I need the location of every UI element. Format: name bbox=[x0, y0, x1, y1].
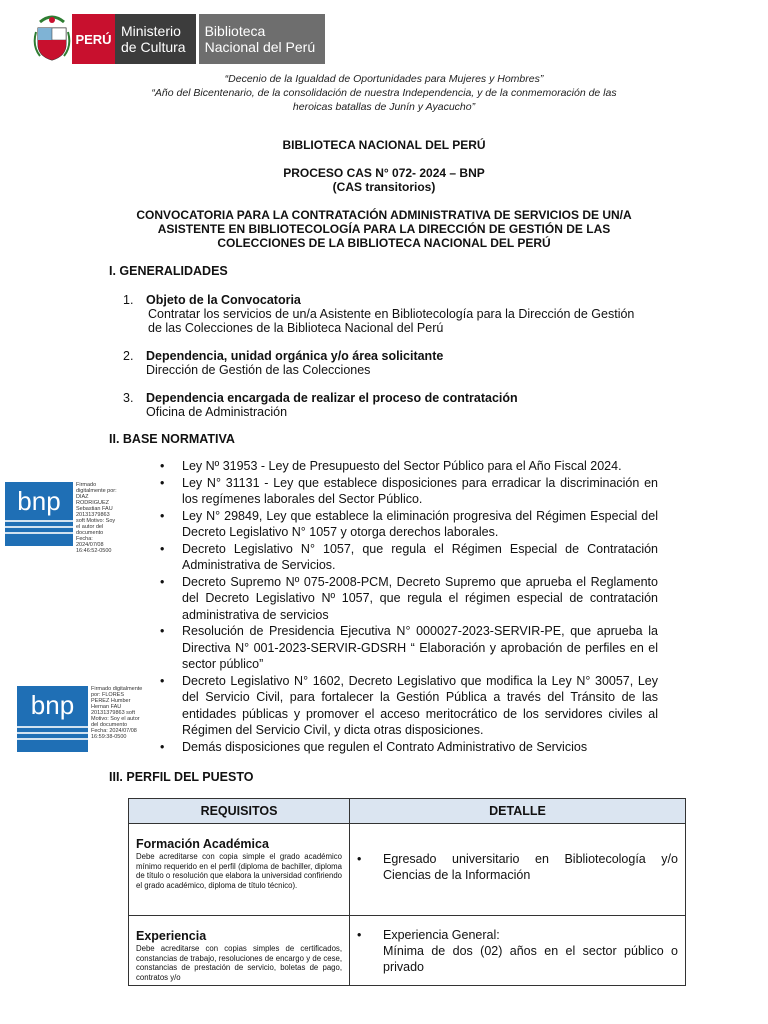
item-title: Dependencia encargada de realizar el proceso de contratación bbox=[146, 391, 518, 405]
signature-text: Firmado digitalmente por: DIAZ RODRIGUEZ Sebastian FAU 20131379863 soft Motivo: Soy el autor del documento Fecha: 2024/07/08 16:46:52-0500 bbox=[76, 482, 117, 554]
digital-signature bbox=[17, 686, 143, 752]
peru-logo: PERÚ bbox=[72, 14, 115, 64]
motto-line1: “Decenio de la Igualdad de Oportunidades para Mujeres y Hombres” bbox=[224, 73, 544, 85]
bnp-logo bbox=[17, 686, 88, 752]
list-item: • Ley Nº 31953 - Ley de Presupuesto del Sector Público para el Año Fiscal 2024. bbox=[160, 458, 658, 475]
item-text: Dirección de Gestión de las Colecciones bbox=[146, 363, 371, 377]
column-header-requisitos: REQUISITOS bbox=[129, 799, 350, 824]
item-number: 3. bbox=[123, 391, 134, 405]
item-title: Dependencia, unidad orgánica y/o área solicitante bbox=[146, 349, 444, 363]
library-logo bbox=[199, 14, 326, 64]
requirement-cell bbox=[129, 824, 350, 916]
motto-line3: heroicas batallas de Junín y Ayacucho” bbox=[292, 101, 476, 113]
process-subtitle: (CAS transitorios) bbox=[332, 180, 436, 194]
item-text: de las Colecciones de la Biblioteca Nacional del Perú bbox=[148, 321, 444, 335]
convocatoria-line1: CONVOCATORIA PARA LA CONTRATACIÓN ADMINISTRATIVA DE SERVICIOS DE UN/A bbox=[136, 208, 632, 222]
bnp-logo-text: bnp bbox=[17, 486, 61, 516]
digital-signature bbox=[5, 482, 118, 554]
item-title: Objeto de la Convocatoria bbox=[146, 293, 301, 307]
requirement-title: Experiencia bbox=[136, 929, 207, 943]
bnp-logo bbox=[5, 482, 73, 546]
requirement-note: Debe acreditarse con copias simples de certificados, constancias de trabajo, resoluciones de encargo y de cese, constancias de prestación de servicio, boletas de pago, contratos y/o bbox=[136, 944, 342, 982]
coat-of-arms-icon bbox=[32, 14, 72, 64]
table-row bbox=[129, 916, 686, 986]
item-text: Contratar los servicios de un/a Asistente en Bibliotecología para la Dirección de Gestión bbox=[148, 307, 635, 321]
list-item: • Decreto Legislativo N° 1057, que regula el Régimen Especial de Contratación Administrativa de Servicios. bbox=[160, 541, 658, 574]
ministry-logo bbox=[115, 14, 196, 64]
requirement-note: Debe acreditarse con copia simple el grado académico mínimo requerido en el perfil (diploma de bachiller, diploma de título o resolución que elabora la universidad confiriendo el grado académico, diploma de título técnico). bbox=[136, 852, 342, 890]
section-perfil-puesto: III. PERFIL DEL PUESTO bbox=[109, 770, 254, 784]
process-title: PROCESO CAS N° 072- 2024 – BNP bbox=[283, 166, 485, 180]
detail-line: • Experiencia General: bbox=[383, 928, 500, 942]
base-normativa-list bbox=[160, 458, 658, 755]
detail-line: Mínima de dos (02) años en el sector público o privado bbox=[383, 944, 678, 974]
signature-text: Firmado digitalmente por: FLORES PEREZ Humber Hernan FAU 20131379863 soft Motivo: Soy el autor del documento Fecha: 2024/07/08 16:59:38-0500 bbox=[91, 686, 143, 740]
list-item: • Ley N° 29849, Ley que establece la eliminación progresiva del Régimen Especial del Decreto Legislativo N° 1057 y otorga derechos laborales. bbox=[160, 508, 658, 541]
header-banner bbox=[32, 14, 325, 64]
requirement-cell bbox=[129, 916, 350, 986]
requirements-table bbox=[128, 798, 686, 986]
list-item: • Decreto Supremo Nº 075-2008-PCM, Decreto Supremo que aprueba el Reglamento del Decreto Legislativo Nº 1057, que regula el régimen especial de contratación administrativa de servicios bbox=[160, 574, 658, 624]
motto-line2: “Año del Bicentenario, de la consolidación de nuestra Independencia, y de la conmemoración de las bbox=[151, 87, 617, 99]
detail-text: • Egresado universitario en Bibliotecología y/o Ciencias de la Información bbox=[357, 851, 678, 883]
item-text: Oficina de Administración bbox=[146, 405, 288, 419]
detail-cell bbox=[350, 824, 686, 916]
table-header-row bbox=[129, 799, 686, 824]
library-line1: Biblioteca bbox=[204, 23, 266, 39]
list-item: • Decreto Legislativo N° 1602, Decreto Legislativo que modifica la Ley N° 30057, Ley del Servicio Civil, para fortalecer la Gestión Pública a través del Tránsito de las entidades públicas y promover el acceso meritocrático de los servidores civiles al Régimen del Servicio Civil, y dicta otras disposiciones. bbox=[160, 673, 658, 739]
detail-cell bbox=[350, 916, 686, 986]
section-base-normativa: II. BASE NORMATIVA bbox=[109, 432, 235, 446]
table-row bbox=[129, 824, 686, 916]
list-item: • Ley N° 31131 - Ley que establece disposiciones para erradicar la discriminación en los regímenes laborales del Sector Público. bbox=[160, 475, 658, 508]
item-number: 1. bbox=[123, 293, 134, 307]
institution-title: BIBLIOTECA NACIONAL DEL PERÚ bbox=[282, 138, 486, 152]
item-number: 2. bbox=[123, 349, 134, 363]
library-line2: Nacional del Perú bbox=[204, 39, 316, 55]
list-item: • Demás disposiciones que regulen el Contrato Administrativo de Servicios bbox=[160, 739, 658, 756]
detail-text bbox=[357, 927, 678, 975]
convocatoria-line2: ASISTENTE EN BIBLIOTECOLOGÍA PARA LA DIRECCIÓN DE GESTIÓN DE LAS bbox=[157, 222, 611, 236]
bnp-logo-text: bnp bbox=[30, 690, 75, 720]
ministry-line2: de Cultura bbox=[121, 39, 186, 55]
section-generalidades: I. GENERALIDADES bbox=[109, 264, 228, 278]
ministry-line1: Ministerio bbox=[121, 23, 181, 39]
list-item: • Resolución de Presidencia Ejecutiva N° 000027-2023-SERVIR-PE, que aprueba la Directiva N° 001-2023-SERVIR-GDSRH “ Elaboración y aprobación de perfiles en el sector público” bbox=[160, 623, 658, 673]
motto bbox=[0, 72, 768, 114]
requirement-title: Formación Académica bbox=[136, 837, 269, 851]
column-header-detalle: DETALLE bbox=[350, 799, 686, 824]
convocatoria-line3: COLECCIONES DE LA BIBLIOTECA NACIONAL DEL PERÚ bbox=[217, 236, 551, 250]
